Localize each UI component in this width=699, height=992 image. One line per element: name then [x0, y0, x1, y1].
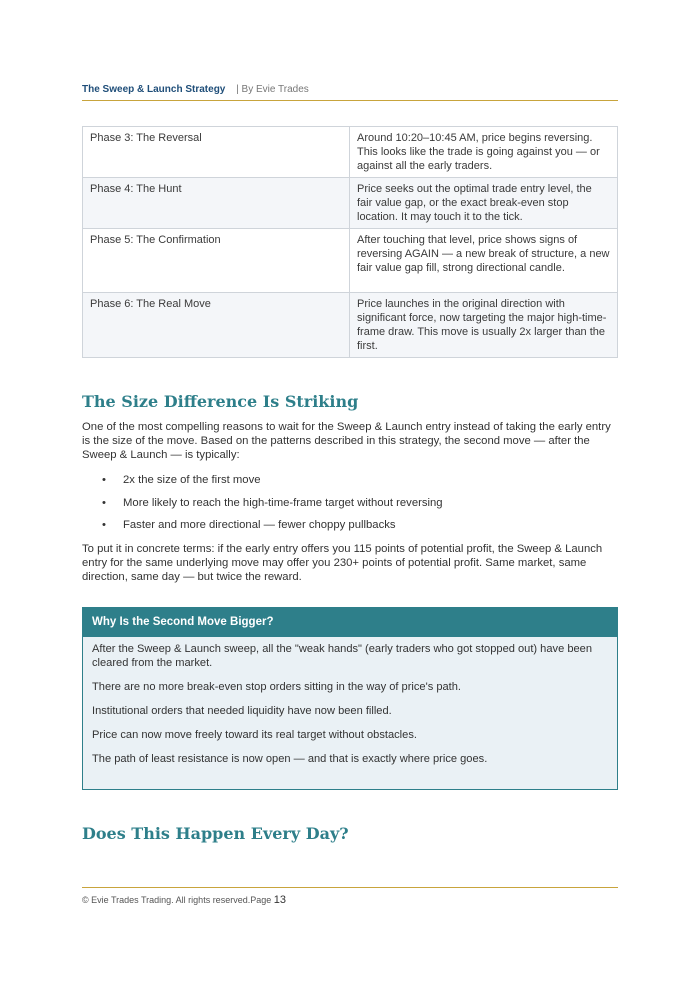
phase-name: Phase 5: The Confirmation — [83, 229, 350, 293]
callout-paragraph: Price can now move freely toward its real target without obstacles. — [92, 729, 417, 741]
phase-description: After touching that level, price shows signs of reversing AGAIN — a new break of structure, a new fair value gap fill, strong directional candle. — [350, 229, 618, 293]
callout-paragraph: The path of least resistance is now open — and that is exactly where price goes. — [92, 753, 488, 765]
bullet-icon: • — [102, 474, 106, 486]
list-item-text: 2x the size of the first move — [123, 474, 261, 486]
list-item — [82, 518, 618, 541]
header-author: By Evie Trades — [241, 84, 309, 95]
list-item-text: Faster and more directional — fewer choppy pullbacks — [123, 519, 396, 531]
phase-description: Around 10:20–10:45 AM, price begins reversing. This looks like the trade is going against you — or against all the early traders. — [350, 127, 618, 178]
phases-table — [82, 126, 618, 358]
callout-paragraph: There are no more break-even stop orders sitting in the way of price's path. — [92, 681, 462, 693]
table-row — [83, 127, 618, 178]
table-row — [83, 178, 618, 229]
callout-box — [82, 607, 618, 790]
phase-description: Price seeks out the optimal trade entry level, the fair value gap, or the exact break-even stop location. It may touch it to the tick. — [350, 178, 618, 229]
footer-copyright: © Evie Trades Trading. All rights reserved. — [82, 895, 251, 905]
callout-paragraph: After the Sweep & Launch sweep, all the "weak hands" (early traders who got stopped out) have been cleared from the market. — [92, 643, 593, 669]
callout-paragraph: Institutional orders that needed liquidity have now been filled. — [92, 705, 392, 717]
conclusion-paragraph: To put it in concrete terms: if the early entry offers you 115 points of potential profit, the Sweep & Launch entry for the same underlying move may offer you 230+ points of potential profit. Same market, same direction, same day — but twice the reward. — [82, 543, 603, 583]
running-header — [82, 84, 618, 101]
list-item — [82, 496, 618, 519]
callout-title: Why Is the Second Move Bigger? — [83, 608, 617, 637]
phase-description: Price launches in the original direction with significant force, now targeting the major high-time-frame draw. This move is usually 2x larger than the first. — [350, 293, 618, 358]
list-item — [82, 473, 618, 496]
table-row — [83, 293, 618, 358]
section-heading: Does This Happen Every Day? — [82, 824, 349, 843]
phase-name: Phase 3: The Reversal — [83, 127, 350, 178]
intro-paragraph: One of the most compelling reasons to wait for the Sweep & Launch entry instead of taking the early entry is the size of the move. Based on the patterns described in this strategy, the second move — after the Sweep & Launch — is typically: — [82, 421, 611, 461]
callout-body — [83, 637, 617, 766]
phase-name: Phase 6: The Real Move — [83, 293, 350, 358]
section-heading: The Size Difference Is Striking — [82, 392, 359, 411]
page-footer — [82, 887, 618, 906]
bullet-icon: • — [102, 496, 106, 509]
header-separator: | — [236, 84, 239, 95]
page-number: 13 — [273, 894, 287, 906]
bullet-icon: • — [102, 519, 106, 531]
phase-name: Phase 4: The Hunt — [83, 178, 350, 229]
header-title: The Sweep & Launch Strategy — [82, 84, 226, 95]
table-row — [83, 229, 618, 293]
footer-page-label: Page — [250, 895, 272, 905]
list-item-text: More likely to reach the high-time-frame target without reversing — [123, 496, 443, 509]
bullet-list — [82, 473, 618, 541]
